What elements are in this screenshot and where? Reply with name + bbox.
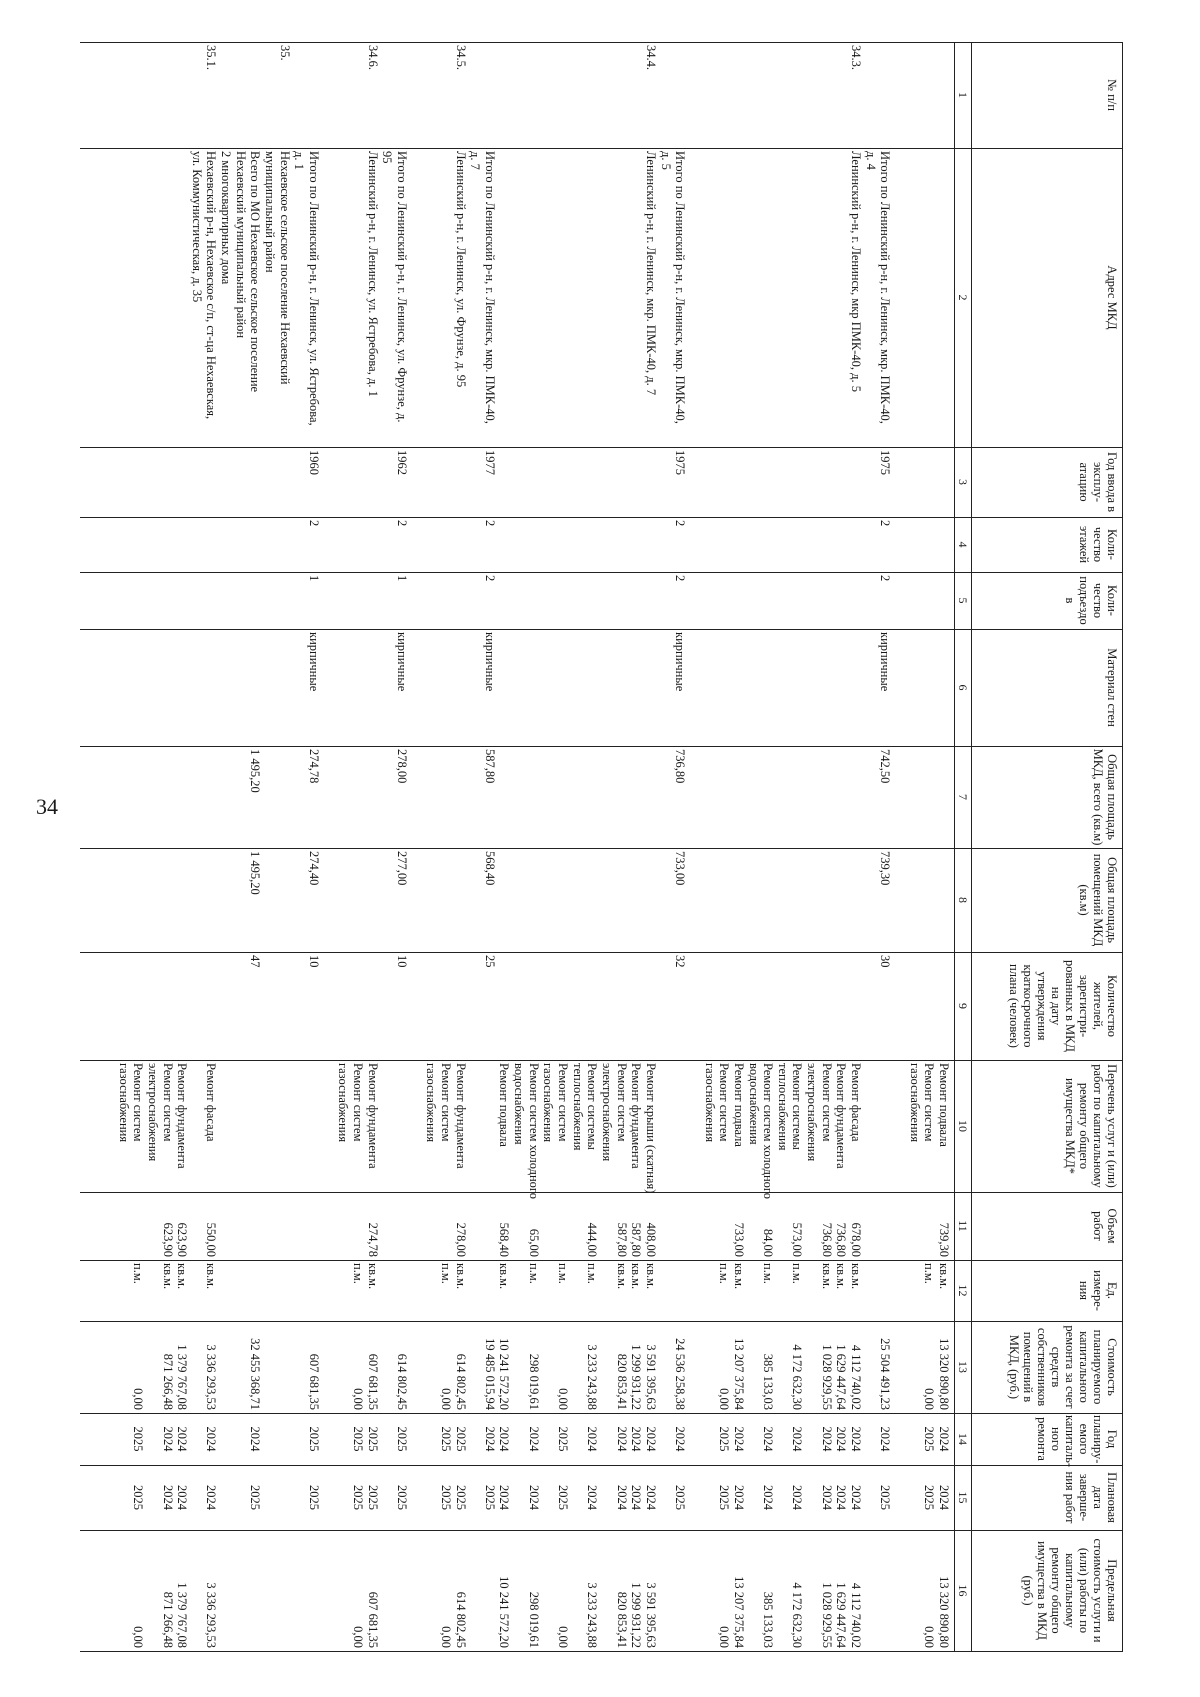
- table-cell: 0,00: [922, 1388, 936, 1410]
- table-cell: кв.м.: [820, 1263, 834, 1290]
- table-cell: 736,80: [820, 1222, 834, 1257]
- table-cell: 587,80: [615, 1222, 629, 1257]
- table-cell: 2024: [527, 1426, 541, 1452]
- table-cell: 2024: [497, 1485, 511, 1510]
- table-cell: 34.6.: [366, 45, 380, 70]
- column-number-8: 8: [956, 897, 970, 903]
- table-cell: кирпичные: [878, 632, 892, 692]
- table-cell: 10 241 572,20: [497, 1576, 511, 1648]
- table-cell: 2024: [761, 1485, 775, 1510]
- table-cell: Итого по Ленинский р-н, г. Ленинск, мкр. ПМК-40,: [673, 151, 687, 424]
- header-cell-8: Общая площадь помещений МКД (кв.м): [1077, 853, 1119, 947]
- table-cell: Ремонт систем: [717, 1063, 731, 1142]
- table-cell: кв.м.: [629, 1263, 643, 1290]
- table-cell: газоснабжения: [336, 1063, 350, 1143]
- table-cell: 25: [483, 955, 497, 968]
- table-cell: Ремонт систем холодного: [761, 1063, 775, 1199]
- table-cell: 739,30: [878, 851, 892, 886]
- table-cell: 2024: [585, 1485, 599, 1510]
- table-cell: муниципальный район: [263, 151, 277, 273]
- table-cell: д. 1: [292, 151, 306, 170]
- column-number-13: 13: [956, 1361, 970, 1373]
- column-number-16: 16: [956, 1584, 970, 1597]
- table-cell: 0,00: [556, 1388, 570, 1410]
- table-cell: кирпичные: [673, 632, 687, 692]
- table-cell: 30: [878, 955, 892, 968]
- table-cell: 2024: [732, 1485, 746, 1510]
- table-cell: 2: [878, 575, 892, 582]
- table-cell: 34.3.: [849, 45, 863, 70]
- table-cell: Ремонт систем: [556, 1063, 570, 1142]
- table-cell: 2024: [629, 1485, 643, 1510]
- table-cell: 2024: [761, 1426, 775, 1452]
- table-cell: 614 802,45: [454, 1353, 468, 1410]
- table-cell: п.м.: [556, 1263, 570, 1284]
- table-cell: 277,00: [395, 851, 409, 886]
- table-cell: кв.м.: [732, 1263, 746, 1290]
- table-cell: электроснабжения: [146, 1063, 160, 1162]
- table-cell: п.м.: [761, 1263, 775, 1284]
- column-border: [80, 1651, 1123, 1652]
- table-cell: Ремонт систем: [820, 1063, 834, 1142]
- table-cell: 2: [878, 520, 892, 527]
- table-cell: 1 379 767,08: [175, 1582, 189, 1648]
- table-cell: 1 629 447,64: [834, 1344, 848, 1410]
- table-cell: Всего по МО Нехаевское сельское поселение: [248, 151, 262, 393]
- table-cell: 2024: [483, 1426, 497, 1452]
- table-cell: кв.м.: [834, 1263, 848, 1290]
- table-cell: 3 336 293,53: [204, 1344, 218, 1410]
- table-cell: Ленинский р-н, г. Ленинск, мкр. ПМК-40, д. 7: [644, 151, 658, 396]
- table-cell: 1960: [307, 450, 321, 475]
- table-cell: 2024: [204, 1426, 218, 1452]
- column-number-1: 1: [956, 92, 970, 98]
- table-cell: Ленинский р-н, г. Ленинск, ул. Фрунзе, д. 95: [454, 151, 468, 388]
- table-cell: 2025: [717, 1426, 731, 1452]
- table-cell: 2024: [175, 1426, 189, 1452]
- table-cell: 742,50: [878, 749, 892, 784]
- header-cell-15: Плановая дата заверше-ния работ: [1063, 1471, 1119, 1524]
- table-cell: 614 802,45: [454, 1591, 468, 1648]
- table-cell: Ремонт систем: [439, 1063, 453, 1142]
- table-cell: 2024: [161, 1485, 175, 1510]
- table-cell: 2025: [556, 1426, 570, 1452]
- table-cell: 2025: [922, 1426, 936, 1452]
- table-cell: 2024: [497, 1426, 511, 1452]
- column-number-9: 9: [956, 1003, 970, 1009]
- table-cell: 35.1.: [204, 45, 218, 70]
- table-cell: 34.5.: [454, 45, 468, 70]
- header-cell-9: Количество жителей, зарегистри-рованных в МКД на дату утверждения краткосрочного плана (человек): [1007, 960, 1119, 1052]
- table-cell: кв.м.: [175, 1263, 189, 1290]
- header-cell-11: Объем работ: [1091, 1208, 1119, 1244]
- table-cell: 10 241 572,20: [497, 1338, 511, 1410]
- table-cell: 2: [673, 520, 687, 527]
- table-cell: 2025: [717, 1485, 731, 1510]
- table-cell: 1 379 767,08: [175, 1344, 189, 1410]
- table-cell: 385 133,03: [761, 1353, 775, 1410]
- table-cell: п.м.: [527, 1263, 541, 1284]
- table-cell: 0,00: [556, 1626, 570, 1648]
- table-cell: 736,80: [834, 1222, 848, 1257]
- table-cell: 623,90: [161, 1222, 175, 1257]
- table-cell: 278,00: [395, 749, 409, 784]
- table-cell: 0,00: [922, 1626, 936, 1648]
- table-cell: водоснабжения: [747, 1063, 761, 1145]
- table-cell: теплоснабжения: [571, 1063, 585, 1151]
- table-cell: 32: [673, 955, 687, 968]
- table-cell: Итого по Ленинский р-н, г. Ленинск, мкр. ПМК-40,: [878, 151, 892, 424]
- table-cell: 1: [395, 575, 409, 582]
- table-cell: 3 233 243,88: [585, 1344, 599, 1410]
- header-cell-12: Ед. измере-ния: [1077, 1270, 1119, 1311]
- table-cell: газоснабжения: [117, 1063, 131, 1143]
- page-number: 34: [36, 794, 58, 819]
- table-cell: 678,00: [849, 1222, 863, 1257]
- table-cell: 607 681,35: [366, 1353, 380, 1410]
- header-cell-7: Общая площадь МКД, всего (кв.м): [1091, 748, 1119, 846]
- table-cell: 573,00: [790, 1222, 804, 1257]
- table-cell: 2024: [820, 1485, 834, 1510]
- table-cell: 820 853,41: [615, 1591, 629, 1648]
- table-cell: 736,80: [673, 749, 687, 784]
- table-cell: 2025: [307, 1426, 321, 1452]
- table-cell: Ремонт крыши (скатная): [644, 1063, 658, 1194]
- row-border: [971, 42, 972, 1651]
- table-cell: 2025: [483, 1485, 497, 1510]
- table-cell: 2025: [922, 1485, 936, 1510]
- table-cell: 2025: [395, 1485, 409, 1510]
- table-cell: 1962: [395, 450, 409, 475]
- table-cell: 4 172 632,30: [790, 1582, 804, 1648]
- table-cell: 587,80: [629, 1222, 643, 1257]
- table-cell: кв.м.: [454, 1263, 468, 1290]
- table-cell: 2: [673, 575, 687, 582]
- table-cell: электроснабжения: [805, 1063, 819, 1162]
- table-cell: кв.м.: [204, 1263, 218, 1290]
- table-cell: 34.4.: [644, 45, 658, 70]
- table-cell: 568,40: [497, 1222, 511, 1257]
- table-cell: газоснабжения: [908, 1063, 922, 1143]
- table-cell: 1 299 931,22: [629, 1582, 643, 1648]
- table-cell: Итого по Ленинский р-н, г. Ленинск, ул. Ястребова,: [307, 151, 321, 426]
- table-cell: 587,80: [483, 749, 497, 784]
- header-cell-2: Адрес МКД: [1105, 265, 1119, 330]
- table-cell: 739,30: [937, 1222, 951, 1257]
- table-cell: 820 853,41: [615, 1353, 629, 1410]
- table-cell: 35.: [278, 45, 292, 61]
- table-cell: 2025: [454, 1426, 468, 1452]
- table-cell: 385 133,03: [761, 1591, 775, 1648]
- table-cell: 0,00: [351, 1626, 365, 1648]
- table-cell: теплоснабжения: [776, 1063, 790, 1151]
- table-cell: 2025: [556, 1485, 570, 1510]
- header-cell-6: Материал стен: [1105, 648, 1119, 727]
- table-cell: 13 320 890,80: [937, 1576, 951, 1648]
- table-cell: кирпичные: [307, 632, 321, 692]
- table-cell: 1 299 931,22: [629, 1344, 643, 1410]
- table-cell: 2024: [629, 1426, 643, 1452]
- table-cell: 4 172 632,30: [790, 1344, 804, 1410]
- table-cell: 1 495,20: [248, 749, 262, 793]
- table-cell: п.м.: [585, 1263, 599, 1284]
- row-border: [954, 42, 955, 1651]
- table-cell: Ремонт фасада: [204, 1063, 218, 1142]
- table-cell: 19 485 015,94: [483, 1338, 497, 1410]
- header-cell-4: Коли-чество этажей: [1077, 525, 1119, 564]
- table-cell: 0,00: [439, 1388, 453, 1410]
- table-cell: 2024: [937, 1485, 951, 1510]
- table-cell: 3 591 395,63: [644, 1344, 658, 1410]
- table-cell: ул. Коммунистическая, д. 35: [190, 151, 204, 303]
- table-cell: 13 207 375,84: [732, 1576, 746, 1648]
- table-cell: Ремонт фундамента: [175, 1063, 189, 1169]
- table-cell: 3 336 293,53: [204, 1582, 218, 1648]
- table-cell: 10: [395, 955, 409, 968]
- table-cell: кв.м.: [161, 1263, 175, 1290]
- table-cell: 13 207 375,84: [732, 1338, 746, 1410]
- table-cell: 1977: [483, 450, 497, 475]
- table-cell: Ремонт подвала: [732, 1063, 746, 1147]
- table-cell: 1 028 929,55: [820, 1344, 834, 1410]
- table-cell: 3 591 395,63: [644, 1582, 658, 1648]
- table-cell: кв.м.: [937, 1263, 951, 1290]
- table-cell: 2025: [439, 1426, 453, 1452]
- table-cell: 408,00: [644, 1222, 658, 1257]
- table-cell: 2024: [834, 1426, 848, 1452]
- table-cell: 274,40: [307, 851, 321, 886]
- table-cell: Нехаевский муниципальный район: [234, 151, 248, 339]
- table-cell: 65,00: [527, 1228, 541, 1257]
- table-cell: 84,00: [761, 1228, 775, 1257]
- table-cell: 1975: [673, 450, 687, 475]
- table-cell: Итого по Ленинский р-н, г. Ленинск, мкр. ПМК-40,: [483, 151, 497, 424]
- table-cell: 2025: [131, 1426, 145, 1452]
- column-number-5: 5: [956, 597, 970, 604]
- table-cell: Ремонт систем: [922, 1063, 936, 1142]
- table-cell: Ремонт системы: [585, 1063, 599, 1150]
- table-cell: кв.м.: [849, 1263, 863, 1290]
- table-cell: 2024: [673, 1426, 687, 1452]
- table-cell: 2025: [366, 1426, 380, 1452]
- column-number-4: 4: [956, 541, 970, 548]
- table-cell: д. 7: [468, 151, 482, 170]
- table-cell: Ленинский р-н, г. Ленинск, ул. Ястребова, д. 1: [366, 151, 380, 397]
- table-cell: 0,00: [439, 1626, 453, 1648]
- table-cell: Ремонт систем: [161, 1063, 175, 1142]
- table-cell: 2024: [820, 1426, 834, 1452]
- table-cell: 2024: [161, 1426, 175, 1452]
- table-cell: 2024: [732, 1426, 746, 1452]
- table-cell: кв.м.: [615, 1263, 629, 1290]
- table-cell: 2025: [248, 1485, 262, 1510]
- table-cell: 2: [483, 575, 497, 582]
- table-cell: п.м.: [439, 1263, 453, 1284]
- table-cell: 0,00: [351, 1388, 365, 1410]
- table-cell: 1975: [878, 450, 892, 475]
- table-cell: 4 112 740,02: [849, 1344, 863, 1410]
- table-cell: 2024: [615, 1426, 629, 1452]
- table-cell: д. 4: [864, 151, 878, 170]
- column-number-15: 15: [956, 1491, 970, 1504]
- table-cell: 2025: [307, 1485, 321, 1510]
- table-cell: 550,00: [204, 1222, 218, 1257]
- table-cell: 2 многоквартирных дома: [219, 151, 233, 285]
- table-cell: 2024: [204, 1485, 218, 1510]
- table-cell: кв.м.: [644, 1263, 658, 1290]
- table-cell: 0,00: [131, 1388, 145, 1410]
- table-cell: водоснабжения: [512, 1063, 526, 1145]
- table-cell: Ремонт систем: [351, 1063, 365, 1142]
- table-cell: 274,78: [366, 1222, 380, 1257]
- table-cell: 1 495,20: [248, 851, 262, 895]
- table-cell: Ремонт систем: [131, 1063, 145, 1142]
- header-cell-13: Стоимость планируемого капитального ремонта за счет средств собственников помещений в МКД, (руб.): [1007, 1325, 1119, 1409]
- table-cell: Ремонт фундамента: [834, 1063, 848, 1169]
- table-cell: Ремонт фасада: [849, 1063, 863, 1142]
- table-cell: 24 536 258,38: [673, 1338, 687, 1410]
- table-cell: 2024: [585, 1426, 599, 1452]
- table-cell: 278,00: [454, 1222, 468, 1257]
- header-cell-5: Коли-чество подъездо в: [1063, 576, 1119, 625]
- table-cell: Ленинский р-н, г. Ленинск, мкр ПМК-40, д. 5: [849, 151, 863, 392]
- table-cell: 2025: [878, 1485, 892, 1510]
- table-cell: 2025: [673, 1485, 687, 1510]
- table-cell: 47: [248, 955, 262, 968]
- table-cell: 2: [395, 520, 409, 527]
- header-cell-1: № п/п: [1105, 79, 1119, 111]
- table-cell: 607 681,35: [307, 1353, 321, 1410]
- table-cell: газоснабжения: [703, 1063, 717, 1143]
- table-cell: 2024: [644, 1426, 658, 1452]
- table-cell: Ремонт систем холодного: [527, 1063, 541, 1199]
- table-cell: п.м.: [922, 1263, 936, 1284]
- column-number-14: 14: [956, 1433, 970, 1445]
- table-cell: п.м.: [351, 1263, 365, 1284]
- table-cell: 2024: [790, 1485, 804, 1510]
- table-cell: Ремонт фундамента: [366, 1063, 380, 1169]
- table-cell: 1 629 447,64: [834, 1582, 848, 1648]
- table-cell: 2024: [937, 1426, 951, 1452]
- table-cell: Ремонт подвала: [497, 1063, 511, 1147]
- table-cell: 2025: [366, 1485, 380, 1510]
- table-cell: Ремонт систем: [615, 1063, 629, 1142]
- table-cell: 95: [380, 151, 394, 164]
- table-cell: 0,00: [717, 1626, 731, 1648]
- column-number-12: 12: [956, 1284, 970, 1297]
- column-number-7: 7: [956, 794, 970, 800]
- table-cell: 1: [307, 575, 321, 582]
- table-cell: 2024: [615, 1485, 629, 1510]
- table-cell: д. 5: [659, 151, 673, 170]
- table-cell: Ремонт фундамента: [629, 1063, 643, 1169]
- table-cell: 871 266,48: [161, 1591, 175, 1648]
- table-cell: 0,00: [717, 1388, 731, 1410]
- rotated-table: [80, 42, 1123, 1651]
- table-cell: Ремонт системы: [790, 1063, 804, 1150]
- table-cell: 13 320 890,80: [937, 1338, 951, 1410]
- table-cell: газоснабжения: [541, 1063, 555, 1143]
- table-cell: 2: [307, 520, 321, 527]
- table-cell: Нехаевский р-н, Нехаевское с/п, ст-ца Нехаевская,: [204, 151, 218, 420]
- table-cell: 733,00: [732, 1222, 746, 1257]
- table-cell: п.м.: [790, 1263, 804, 1284]
- table-cell: п.м.: [717, 1263, 731, 1284]
- table-cell: 2024: [644, 1485, 658, 1510]
- table-cell: 3 233 243,88: [585, 1582, 599, 1648]
- table-cell: 2024: [849, 1426, 863, 1452]
- table-cell: 2024: [175, 1485, 189, 1510]
- table-cell: Ремонт фундамента: [454, 1063, 468, 1169]
- table-cell: 32 455 368,71: [248, 1338, 262, 1410]
- table-cell: 4 112 740,02: [849, 1582, 863, 1648]
- table-cell: 623,90: [175, 1222, 189, 1257]
- table-cell: 444,00: [585, 1222, 599, 1257]
- column-number-10: 10: [956, 1120, 970, 1132]
- header-cell-16: Предельная стоимость услуги и (или) работы по капитальному ремонту общего имущества в МКД (руб.): [1021, 1538, 1119, 1643]
- table-cell: 298 019,61: [527, 1591, 541, 1648]
- table-cell: 25 504 491,23: [878, 1338, 892, 1410]
- table-cell: 2025: [454, 1485, 468, 1510]
- table-cell: 0,00: [131, 1626, 145, 1648]
- column-number-3: 3: [956, 479, 970, 485]
- table-cell: 2024: [248, 1426, 262, 1452]
- table-cell: 614 802,45: [395, 1353, 409, 1410]
- table-cell: 2025: [351, 1426, 365, 1452]
- table-cell: 2025: [439, 1485, 453, 1510]
- table-cell: 607 681,35: [366, 1591, 380, 1648]
- table-cell: Итого по Ленинский р-н, г. Ленинск, ул. Фрунзе, д.: [395, 151, 409, 423]
- table-cell: 298 019,61: [527, 1353, 541, 1410]
- table-cell: Ремонт подвала: [937, 1063, 951, 1147]
- row-border: [1122, 42, 1123, 1651]
- table-cell: 1 028 929,55: [820, 1582, 834, 1648]
- table-cell: 733,00: [673, 851, 687, 886]
- table-cell: кирпичные: [483, 632, 497, 692]
- header-cell-10: Перечень услуг и (или) работ по капитальному ремонту общего имущества МКД*: [1063, 1064, 1119, 1188]
- table-cell: электроснабжения: [600, 1063, 614, 1162]
- table-cell: кв.м.: [497, 1263, 511, 1290]
- table-cell: 274,78: [307, 749, 321, 784]
- header-cell-14: Год планиру-емого капиталь-ного ремонта: [1035, 1415, 1119, 1468]
- table-cell: 2025: [131, 1485, 145, 1510]
- header-cell-3: Год ввода в эксплу-атацию: [1077, 451, 1119, 513]
- table-cell: 2024: [790, 1426, 804, 1452]
- table-cell: кирпичные: [395, 632, 409, 692]
- table-cell: 568,40: [483, 851, 497, 886]
- table-cell: 10: [307, 955, 321, 968]
- column-number-11: 11: [956, 1220, 970, 1232]
- column-number-6: 6: [956, 684, 970, 691]
- table-cell: 871 266,48: [161, 1353, 175, 1410]
- table-cell: 2025: [351, 1485, 365, 1510]
- table-cell: 2024: [527, 1485, 541, 1510]
- table-cell: п.м.: [131, 1263, 145, 1284]
- table-cell: кв.м.: [366, 1263, 380, 1290]
- column-number-2: 2: [956, 294, 970, 301]
- table-cell: 2024: [878, 1426, 892, 1452]
- table-cell: 2024: [834, 1485, 848, 1510]
- table-cell: 2: [483, 520, 497, 527]
- table-cell: газоснабжения: [424, 1063, 438, 1143]
- table-cell: Нехаевское сельское поселение Нехаевский: [278, 151, 292, 385]
- table-cell: 2024: [849, 1485, 863, 1510]
- table-cell: 2025: [395, 1426, 409, 1452]
